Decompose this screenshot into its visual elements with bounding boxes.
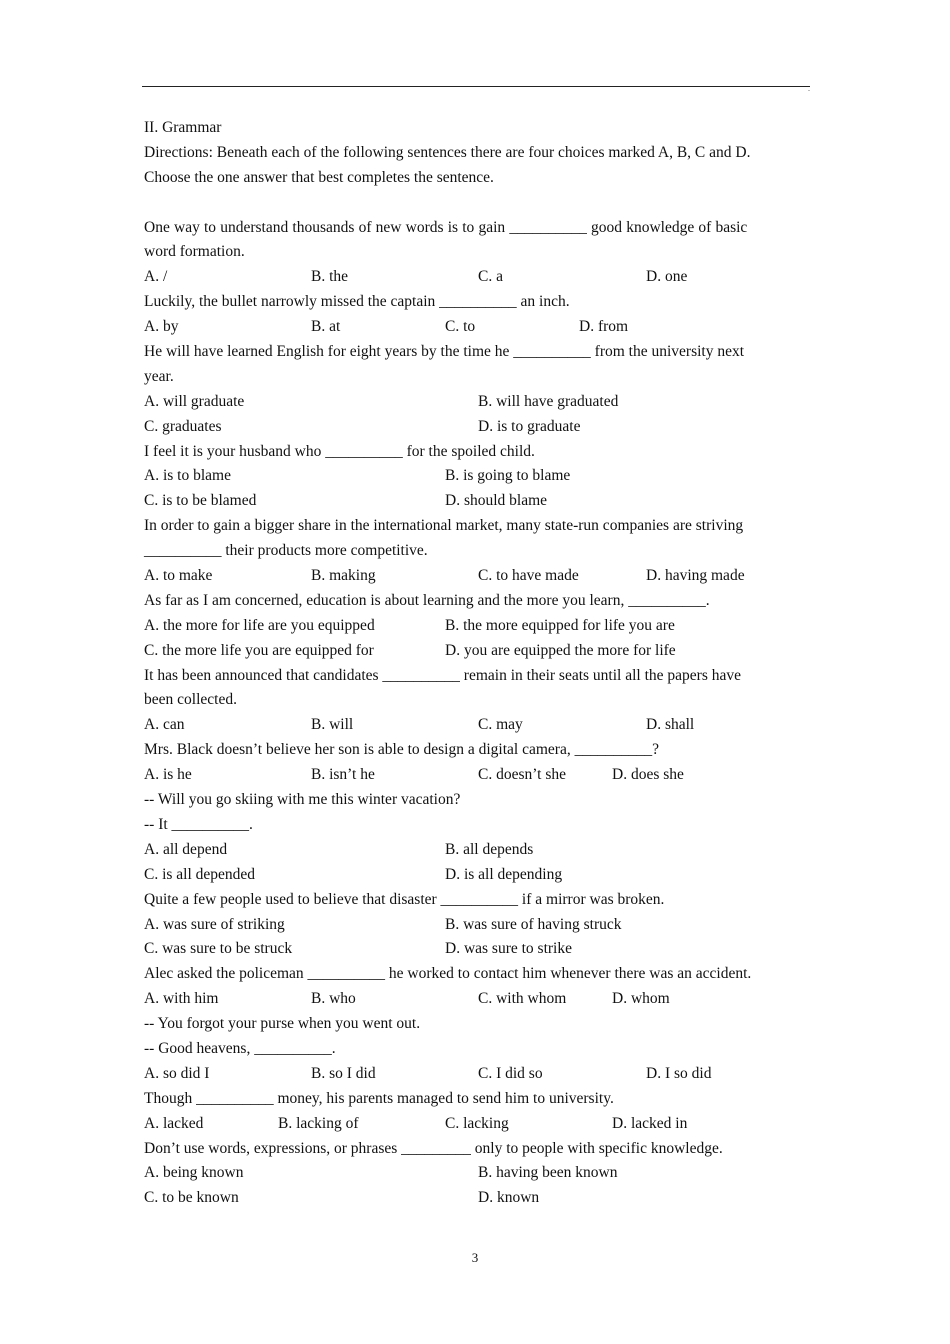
header-rule [142, 86, 810, 87]
section-title: II. Grammar [144, 119, 222, 136]
options-row [144, 838, 810, 863]
options-row [144, 614, 810, 639]
question-stem: year. [144, 367, 174, 385]
option-a[interactable]: A. so did I [144, 1064, 210, 1082]
option-c[interactable]: C. to [445, 318, 476, 336]
option-b[interactable]: B. the more equipped for life you are [445, 616, 675, 634]
option-d[interactable]: D. having made [646, 567, 745, 585]
question-stem: One way to understand thousands of new words is to gain __________ good knowledge of basic [144, 218, 748, 236]
question-4 [144, 440, 810, 515]
grammar-section [144, 116, 810, 1211]
question-stem: He will have learned English for eight years by the time he __________ from the university next [144, 343, 745, 361]
options-row [144, 489, 810, 514]
spacer [144, 191, 810, 216]
option-d[interactable]: D. lacked in [612, 1114, 688, 1132]
options-row [144, 315, 810, 340]
option-d[interactable]: D. from [579, 318, 629, 336]
option-d[interactable]: D. I so did [646, 1064, 712, 1082]
option-a[interactable]: A. by [144, 318, 179, 336]
options-row [144, 913, 810, 938]
options-row [144, 713, 810, 738]
page-number: 3 [471, 1250, 479, 1265]
question-stem: Quite a few people used to believe that disaster __________ if a mirror was broken. [144, 890, 665, 908]
options-row [144, 390, 810, 415]
option-d[interactable]: D. should blame [445, 492, 548, 510]
question-stem: Alec asked the policeman __________ he worked to contact him whenever there was an accident. [144, 965, 752, 983]
option-c[interactable]: C. with whom [478, 990, 567, 1008]
question-10 [144, 888, 810, 963]
option-b[interactable]: B. who [311, 990, 356, 1008]
option-b[interactable]: B. will [311, 716, 354, 734]
option-d[interactable]: D. was sure to strike [445, 940, 572, 958]
option-d[interactable]: D. you are equipped the more for life [445, 641, 676, 659]
option-c[interactable]: C. is to be blamed [144, 492, 257, 510]
question-stem: -- Good heavens, __________. [144, 1039, 336, 1057]
question-1 [144, 216, 810, 291]
question-stem: I feel it is your husband who __________ for the spoiled child. [144, 442, 535, 460]
options-row [144, 763, 810, 788]
question-stem: In order to gain a bigger share in the international market, many state-run companies are striving [144, 517, 744, 535]
option-a[interactable]: A. is he [144, 766, 192, 784]
question-13 [144, 1087, 810, 1137]
option-c[interactable]: C. graduates [144, 417, 222, 435]
option-d[interactable]: D. shall [646, 716, 695, 734]
question-8 [144, 738, 810, 788]
option-c[interactable]: C. doesn’t she [478, 766, 566, 784]
option-a[interactable]: A. being known [144, 1164, 244, 1182]
option-c[interactable]: C. was sure to be struck [144, 940, 293, 958]
option-b[interactable]: B. making [311, 567, 376, 585]
option-a[interactable]: A. can [144, 716, 185, 734]
options-row [144, 987, 810, 1012]
options-row [144, 1062, 810, 1087]
question-stem: As far as I am concerned, education is about learning and the more you learn, __________. [144, 591, 710, 609]
options-row [144, 415, 810, 440]
option-c[interactable]: C. may [478, 716, 523, 734]
option-d[interactable]: D. one [646, 268, 688, 286]
question-stem: Mrs. Black doesn’t believe her son is able to design a digital camera, __________? [144, 741, 659, 759]
question-11 [144, 962, 810, 1012]
option-a[interactable]: A. was sure of striking [144, 915, 285, 933]
option-c[interactable]: C. I did so [478, 1064, 543, 1082]
option-c[interactable]: C. lacking [445, 1114, 509, 1132]
option-b[interactable]: B. the [311, 268, 349, 286]
options-row [144, 265, 810, 290]
question-stem: __________ their products more competitive. [144, 542, 428, 560]
option-a[interactable]: A. to make [144, 567, 213, 585]
directions-line: Directions: Beneath each of the following sentences there are four choices marked A, B, C and D. [144, 143, 751, 161]
option-c[interactable]: C. the more life you are equipped for [144, 641, 374, 659]
option-b[interactable]: B. having been known [478, 1164, 618, 1182]
question-6 [144, 589, 810, 664]
options-row [144, 1161, 810, 1186]
options-row [144, 937, 810, 962]
option-a[interactable]: A. / [144, 268, 168, 286]
option-d[interactable]: D. is to graduate [478, 417, 581, 435]
option-b[interactable]: B. will have graduated [478, 392, 619, 410]
question-stem: Don’t use words, expressions, or phrases _________ only to people with specific knowledge. [144, 1139, 723, 1157]
question-2 [144, 290, 810, 340]
header-rule-end-mark: . [808, 84, 810, 93]
option-d[interactable]: D. does she [612, 766, 684, 784]
question-stem: Though __________ money, his parents managed to send him to university. [144, 1089, 614, 1107]
options-row [144, 1186, 810, 1211]
directions-line: Choose the one answer that best completes the sentence. [144, 168, 494, 186]
option-b[interactable]: B. is going to blame [445, 467, 571, 485]
question-stem: been collected. [144, 691, 237, 709]
option-b[interactable]: B. lacking of [278, 1114, 359, 1132]
option-c[interactable]: C. to be known [144, 1189, 239, 1207]
option-b[interactable]: B. all depends [445, 840, 534, 858]
option-a[interactable]: A. the more for life are you equipped [144, 616, 375, 634]
option-b[interactable]: B. so I did [311, 1064, 376, 1082]
question-stem: Luckily, the bullet narrowly missed the captain __________ an inch. [144, 293, 570, 311]
question-stem: -- It __________. [144, 815, 253, 833]
question-7 [144, 664, 810, 739]
question-5 [144, 514, 810, 589]
option-c[interactable]: C. is all depended [144, 865, 256, 883]
option-c[interactable]: C. a [478, 268, 503, 286]
option-d[interactable]: D. known [478, 1189, 540, 1207]
question-12 [144, 1012, 810, 1087]
options-row [144, 639, 810, 664]
question-stem: It has been announced that candidates __________ remain in their seats until all the papers have [144, 666, 741, 684]
option-c[interactable]: C. to have made [478, 567, 579, 585]
question-stem: -- You forgot your purse when you went out. [144, 1015, 421, 1033]
option-b[interactable]: B. isn’t he [311, 766, 375, 784]
option-a[interactable]: A. will graduate [144, 392, 245, 410]
option-b[interactable]: B. was sure of having struck [445, 915, 622, 933]
option-a[interactable]: A. with him [144, 990, 219, 1008]
question-3 [144, 340, 810, 440]
question-stem: word formation. [144, 243, 245, 261]
option-a[interactable]: A. is to blame [144, 467, 231, 485]
question-9 [144, 788, 810, 888]
options-row [144, 564, 810, 589]
question-14 [144, 1137, 810, 1212]
question-stem: -- Will you go skiing with me this winter vacation? [144, 791, 461, 809]
option-d[interactable]: D. whom [612, 990, 670, 1008]
option-a[interactable]: A. all depend [144, 840, 228, 858]
option-d[interactable]: D. is all depending [445, 865, 563, 883]
options-row [144, 1112, 810, 1137]
options-row [144, 863, 810, 888]
option-a[interactable]: A. lacked [144, 1114, 204, 1132]
options-row [144, 464, 810, 489]
option-b[interactable]: B. at [311, 318, 341, 336]
